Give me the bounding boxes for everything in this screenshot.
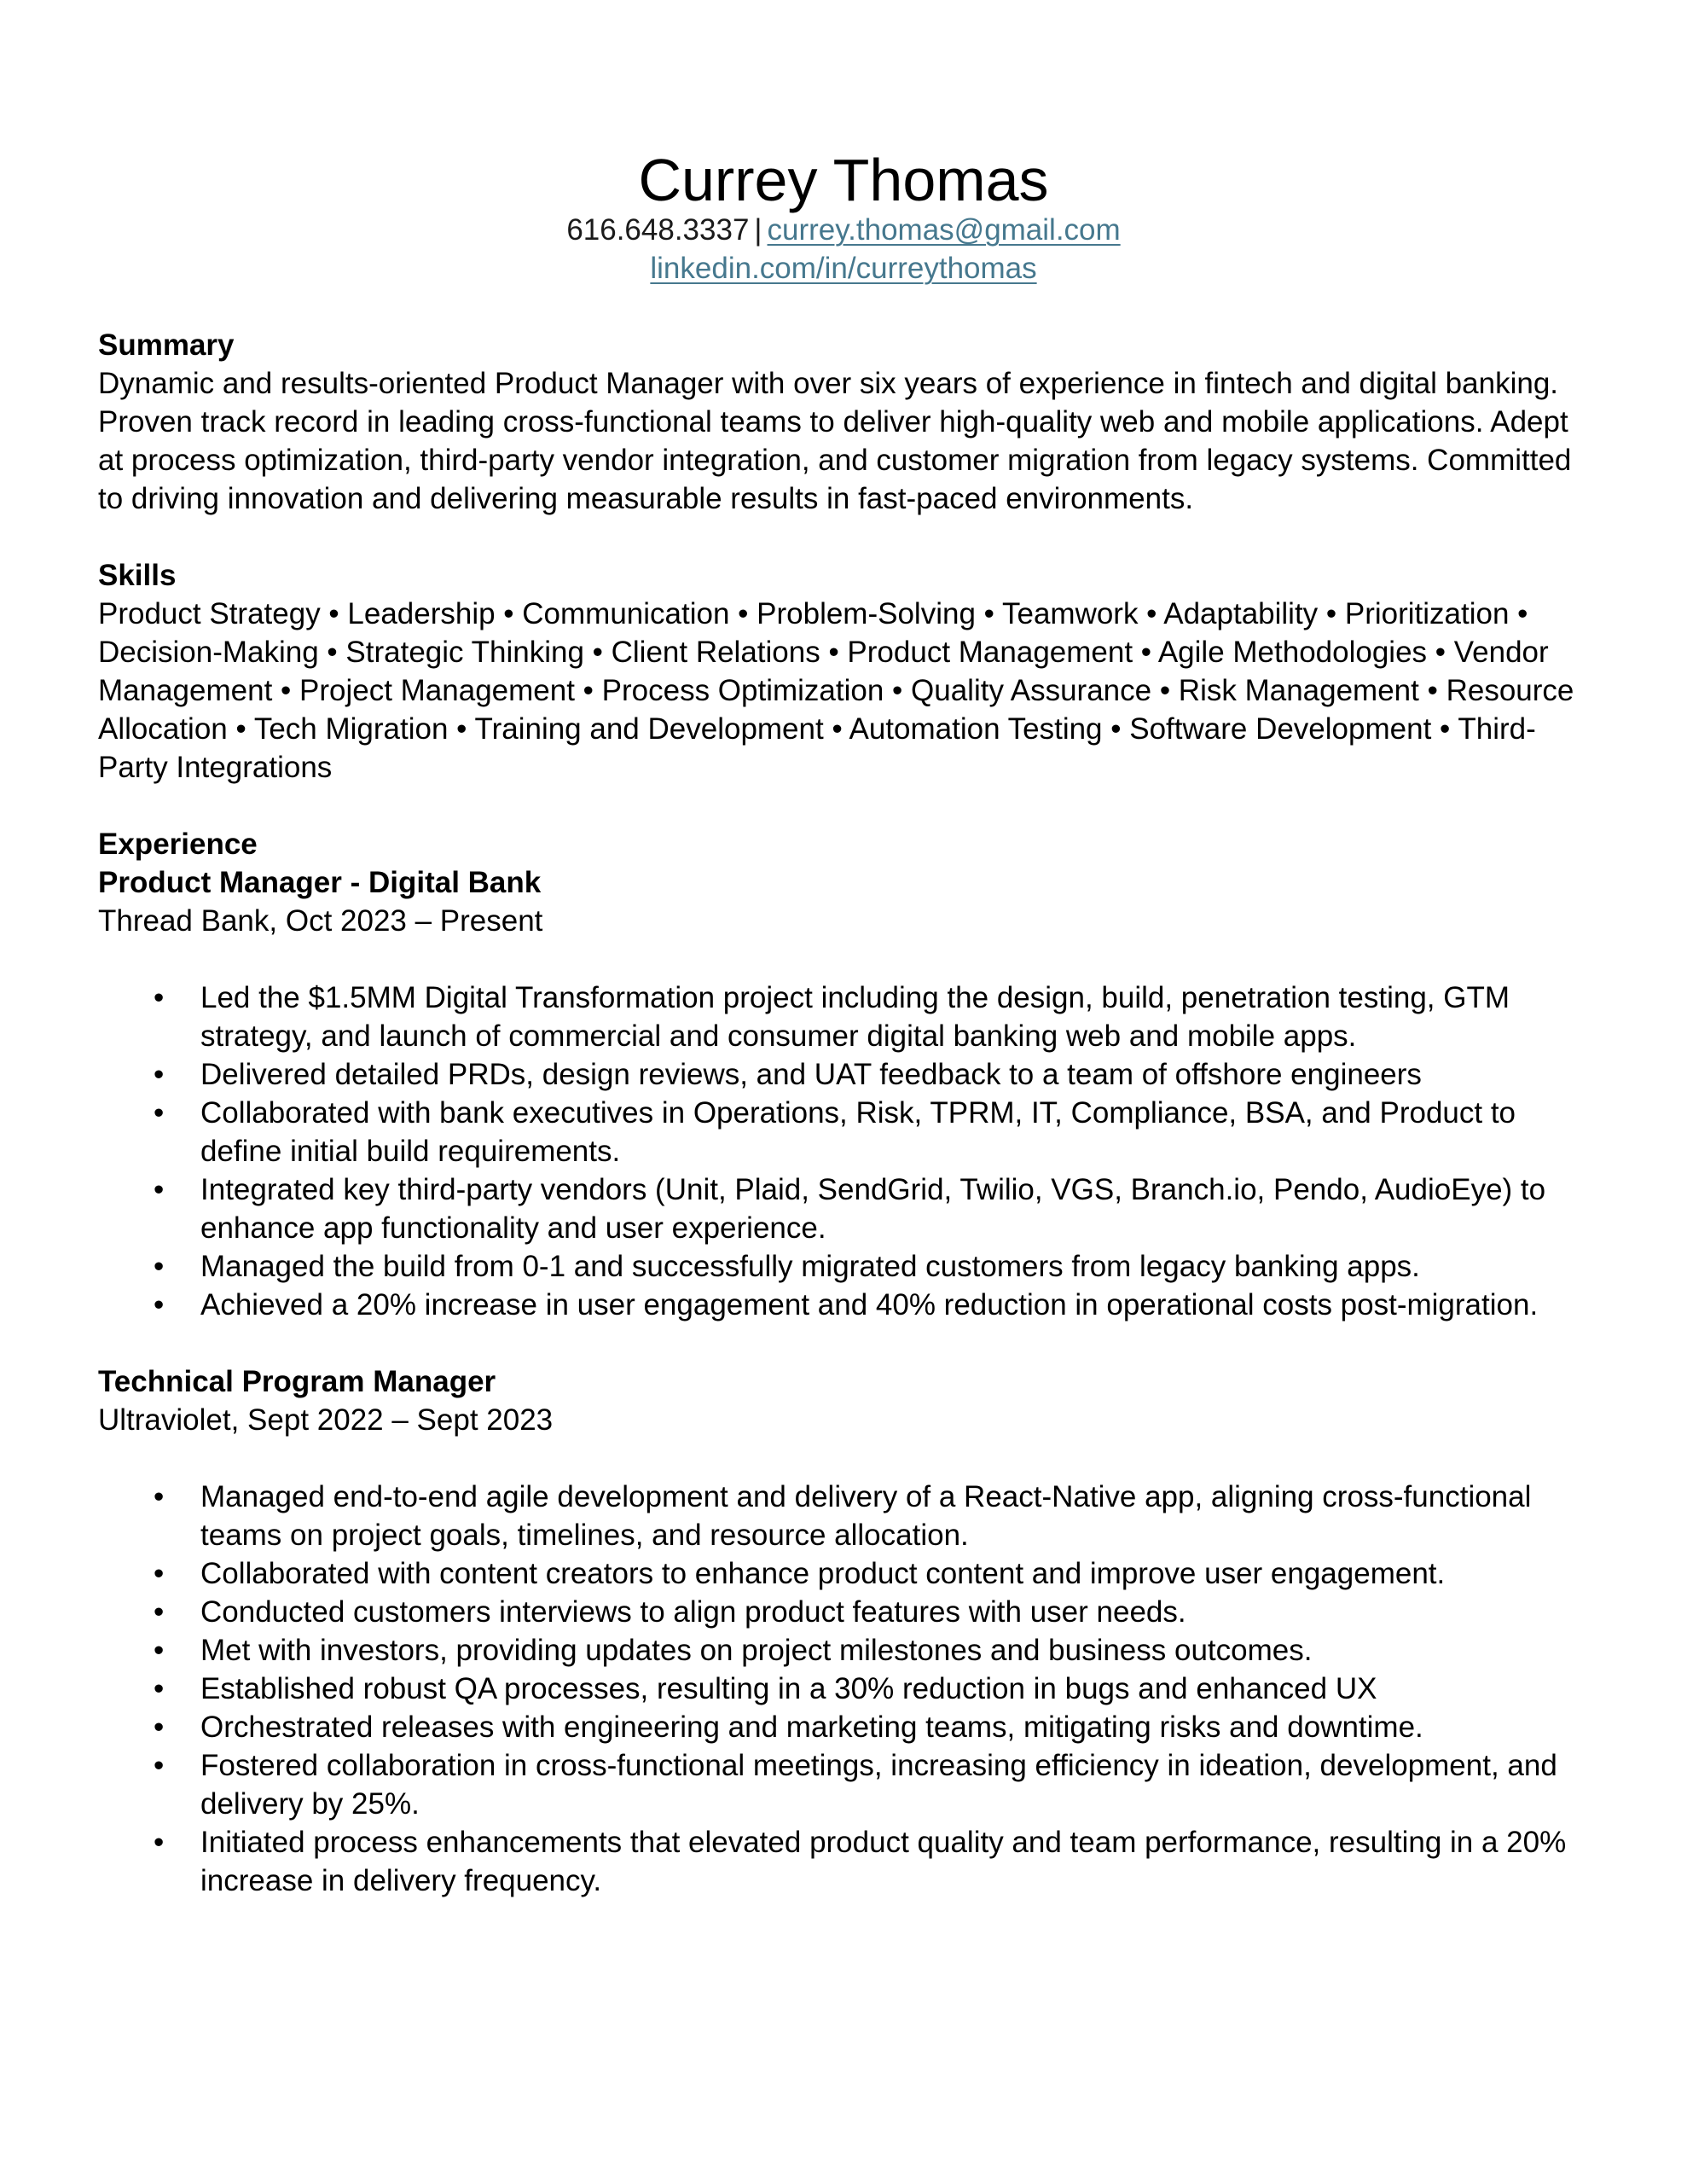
skills-heading: Skills — [98, 559, 177, 592]
summary-body: Dynamic and results-oriented Product Manager with over six years of experience in fintech and digital banking. Proven track record in leading cross-functional teams to deliver high-quality web and mobile applications. Adept at process optimization, third-party vendor integration, and customer migration from legacy systems. Committed to driving innovation and delivering measurable results in fast-paced environments. — [98, 367, 1572, 515]
job-2-meta: Ultraviolet, Sept 2022 – Sept 2023 — [98, 1403, 554, 1437]
list-item: • Initiated process enhancements that elevated product quality and team performance, resulting in a 20% increase in delivery frequency. — [200, 1823, 1589, 1900]
experience-heading: Experience — [98, 828, 258, 861]
list-item: • Conducted customers interviews to align product features with user needs. — [200, 1593, 1589, 1631]
contact-separator: | — [754, 213, 762, 247]
list-item: • Met with investors, providing updates on project milestones and business outcomes. — [200, 1631, 1589, 1670]
job-1-meta: Thread Bank, Oct 2023 – Present — [98, 904, 543, 938]
section-experience — [98, 825, 1589, 1900]
summary-heading: Summary — [98, 328, 235, 362]
email-link[interactable]: currey.thomas@gmail.com — [767, 213, 1121, 247]
list-item: • Led the $1.5MM Digital Transformation project including the design, build, penetration testing, GTM strategy, and launch of commercial and consumer digital banking web and mobile apps. — [200, 979, 1589, 1055]
list-item: • Delivered detailed PRDs, design reviews, and UAT feedback to a team of offshore engineers — [200, 1055, 1589, 1094]
linkedin-link[interactable]: linkedin.com/in/curreythomas — [650, 252, 1037, 285]
list-item: • Fostered collaboration in cross-functional meetings, increasing efficiency in ideation, development, and delivery by 25%. — [200, 1746, 1589, 1823]
list-item: • Collaborated with bank executives in Operations, Risk, TPRM, IT, Compliance, BSA, and Product to define initial build requirements. — [200, 1094, 1589, 1170]
job-1 — [98, 863, 1589, 1324]
resume-header — [98, 149, 1589, 288]
job-2-bullet-list — [98, 1478, 1589, 1900]
job-1-bullet-list — [98, 979, 1589, 1324]
job-2-title: Technical Program Manager — [98, 1365, 496, 1398]
person-name: Currey Thomas — [638, 147, 1049, 213]
list-item: • Collaborated with content creators to enhance product content and improve user engagement. — [200, 1554, 1589, 1593]
list-item: • Integrated key third-party vendors (Unit, Plaid, SendGrid, Twilio, VGS, Branch.io, Pendo, AudioEye) to enhance app functionality and user experience. — [200, 1170, 1589, 1247]
job-1-title: Product Manager - Digital Bank — [98, 866, 542, 899]
list-item: • Managed end-to-end agile development and delivery of a React-Native app, aligning cross-functional teams on project goals, timelines, and resource allocation. — [200, 1478, 1589, 1554]
job-2 — [98, 1362, 1589, 1900]
list-item: • Established robust QA processes, resulting in a 30% reduction in bugs and enhanced UX — [200, 1670, 1589, 1708]
list-item: • Managed the build from 0-1 and successfully migrated customers from legacy banking apps. — [200, 1247, 1589, 1286]
list-item: • Achieved a 20% increase in user engagement and 40% reduction in operational costs post-migration. — [200, 1286, 1589, 1324]
contact-line-1 — [98, 211, 1589, 249]
contact-line-2 — [98, 249, 1589, 288]
skills-body: Product Strategy • Leadership • Communication • Problem-Solving • Teamwork • Adaptability • Prioritization • Decision-Making • Strategic Thinking • Client Relations • Product Management • Agile Methodologies • Vendor Management • Project Management • Process Optimization • Quality Assurance • Risk Management • Resource Allocation • Tech Migration • Training and Development • Automation Testing • Software Development • Third-Party Integrations — [98, 597, 1574, 784]
phone-number: 616.648.3337 — [566, 213, 750, 247]
section-skills — [98, 556, 1589, 787]
section-summary — [98, 326, 1589, 518]
list-item: • Orchestrated releases with engineering and marketing teams, mitigating risks and downtime. — [200, 1708, 1589, 1746]
